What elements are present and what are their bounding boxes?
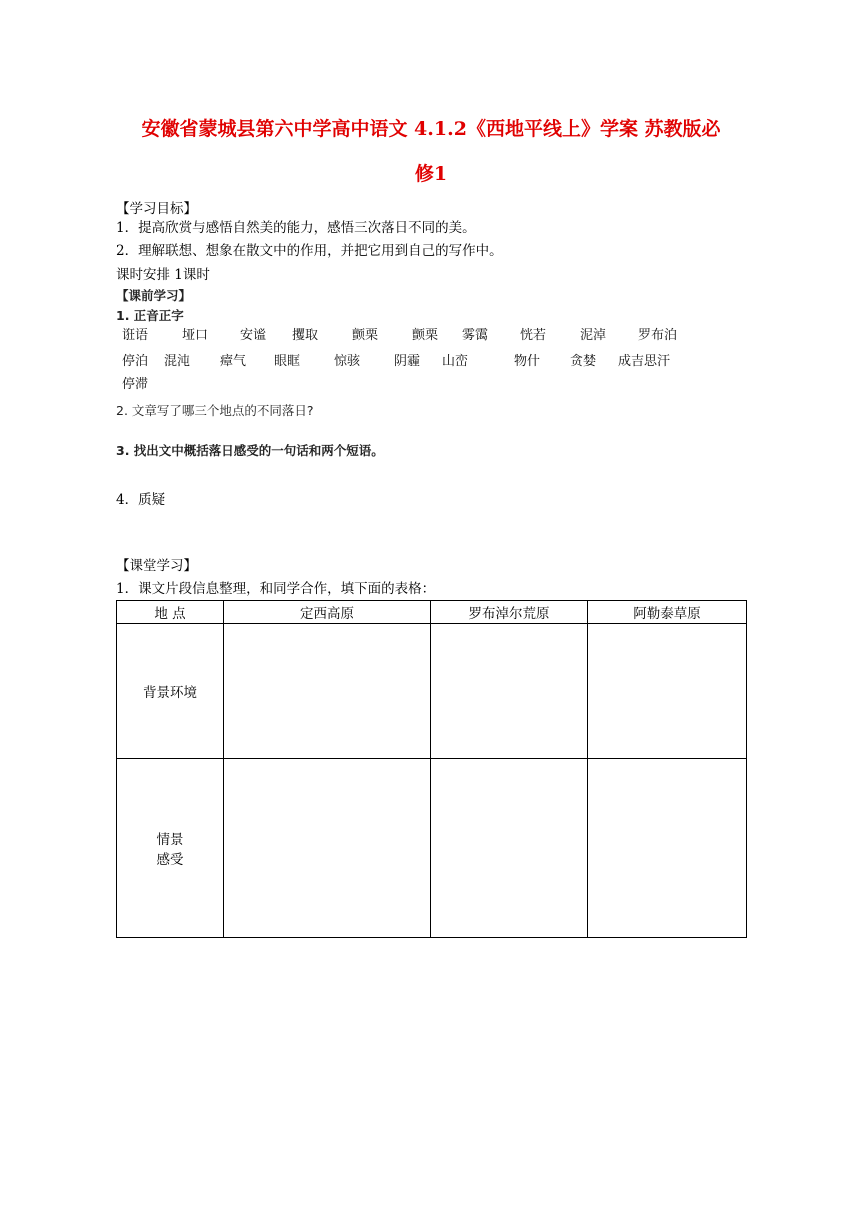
table-cell-blank[interactable] (431, 624, 588, 759)
word-item: 物什 (514, 354, 541, 369)
inclass-heading: 【课堂学习】 (116, 558, 197, 574)
row-label-line2: 感受 (156, 852, 184, 868)
word-item: 成吉思汗 (618, 354, 671, 369)
preclass-heading: 【课前学习】 (116, 288, 192, 303)
table-row (117, 759, 747, 938)
document-title-line2: 修1 (414, 163, 448, 185)
word-item: 混沌 (164, 354, 191, 369)
row-label-line1: 情景 (156, 832, 184, 848)
preclass-question-1: 1. 正音正字 (116, 308, 184, 323)
objective-item-2: 2．理解联想、想象在散文中的作用，并把它用到自己的写作中。 (116, 243, 503, 259)
word-item: 惊骇 (334, 354, 361, 369)
document-title-line1: 安徽省蒙城县第六中学高中语文 4.1.2《西地平线上》学案 苏教版必 (141, 118, 721, 140)
table-header-cell: 罗布淖尔荒原 (431, 601, 588, 624)
table-cell-blank[interactable] (431, 759, 588, 938)
word-item: 攫取 (292, 328, 319, 343)
objectives-heading: 【学习目标】 (116, 201, 197, 217)
preclass-question-2: 2. 文章写了哪三个地点的不同落日? (116, 403, 314, 418)
table-cell-blank[interactable] (224, 624, 431, 759)
word-item: 贪婪 (570, 354, 597, 369)
word-item: 山峦 (442, 354, 469, 369)
table-cell-blank[interactable] (588, 759, 747, 938)
word-item: 颤栗 (352, 328, 379, 343)
word-item: 恍若 (520, 328, 547, 343)
word-item: 阴霾 (394, 354, 421, 369)
table-row (117, 624, 747, 759)
word-item: 垭口 (182, 328, 209, 343)
schedule-text: 课时安排 1课时 (116, 267, 210, 283)
table-header-cell: 地 点 (117, 601, 224, 624)
word-item: 停滞 (122, 377, 149, 392)
word-item: 停泊 (122, 354, 149, 369)
word-item: 安谧 (240, 328, 267, 343)
table-header-row (117, 601, 747, 624)
row-label-background: 背景环境 (117, 624, 224, 759)
table-header-cell: 定西高原 (224, 601, 431, 624)
word-item: 诳语 (122, 328, 149, 343)
table-cell-blank[interactable] (224, 759, 431, 938)
word-item: 颤栗 (412, 328, 439, 343)
word-item: 泥淖 (580, 328, 607, 343)
preclass-question-4: 4．质疑 (116, 492, 166, 508)
inclass-question-1: 1．课文片段信息整理，和同学合作，填下面的表格： (116, 581, 436, 597)
preclass-question-3: 3. 找出文中概括落日感受的一句话和两个短语。 (116, 443, 384, 458)
table-header-cell: 阿勒泰草原 (588, 601, 747, 624)
objective-item-1: 1．提高欣赏与感悟自然美的能力，感悟三次落日不同的美。 (116, 220, 476, 236)
word-item: 罗布泊 (638, 328, 678, 343)
word-item: 雾霭 (462, 328, 489, 343)
table-cell-blank[interactable] (588, 624, 747, 759)
row-label-feeling (117, 759, 224, 938)
word-item: 眼眶 (274, 354, 301, 369)
word-item: 瘴气 (220, 354, 247, 369)
info-table (116, 600, 747, 938)
